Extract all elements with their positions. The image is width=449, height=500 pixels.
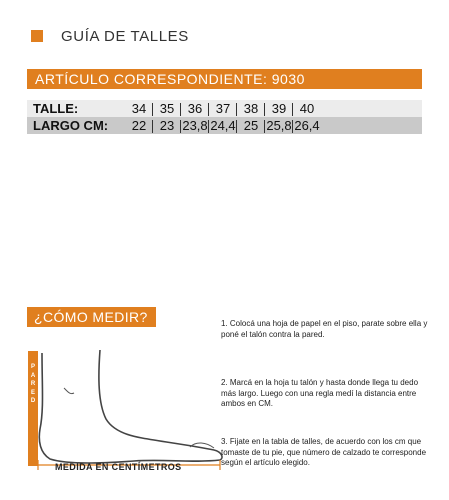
instruction-step-2: 2. Marcá en la hoja tu talón y hasta donde llega tu dedo más largo. Luego con una regla medí la distancia entre ambos en CM. [221,378,419,408]
length-cell: 25,8 [266,118,292,133]
length-row [27,117,422,134]
orange-square-icon [31,30,43,42]
length-cell: 22 [125,118,153,133]
measure-caption: MEDIDA EN CENTÍMETROS [55,462,182,472]
foot-outline [39,350,222,463]
size-row [27,100,422,117]
wall-label [28,363,38,406]
length-cell: 24,4 [210,118,236,133]
size-cell: 39 [265,101,293,116]
length-cell: 26,4 [294,118,320,133]
instruction-step-3: 3. Fijate en la tabla de talles, de acuerdo con los cm que tomaste de tu pie, que número de calzado te corresponde según el artículo elegido. [221,437,427,467]
wall-letter: D [30,398,36,404]
guide-header [31,27,189,45]
size-row-label: TALLE: [33,101,79,116]
size-cell: 37 [209,101,237,116]
length-cell: 25 [237,118,265,133]
wall-letter: P [30,364,35,370]
how-to-measure-banner: ¿CÓMO MEDIR? [27,307,156,327]
size-cell: 34 [125,101,153,116]
size-cell: 36 [181,101,209,116]
article-banner: ARTÍCULO CORRESPONDIENTE: 9030 [27,69,422,89]
page-title: GUÍA DE TALLES [61,27,189,45]
foot-diagram [24,345,224,480]
size-cell: 35 [153,101,181,116]
wall-letter: A [30,372,36,379]
length-row-label: LARGO CM: [33,118,109,133]
wall-letter: R [30,381,36,387]
ankle-line [64,388,74,394]
length-cell: 23,8 [182,118,208,133]
wall-letter: E [30,389,35,396]
size-cell: 38 [237,101,265,116]
instruction-step-1: 1. Colocá una hoja de papel en el piso, parate sobre ella y poné el talón contra la pared. [221,319,428,339]
size-cell: 40 [299,101,315,116]
length-cell: 23 [153,118,181,133]
